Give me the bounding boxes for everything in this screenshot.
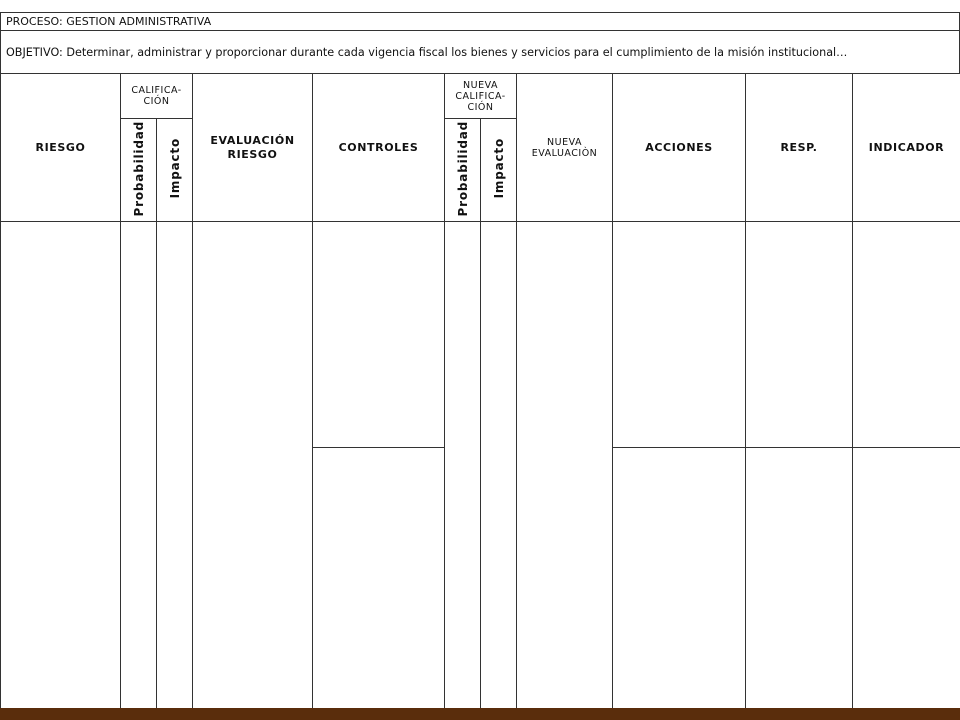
cell-evaluacion-riesgo[interactable] xyxy=(193,222,313,709)
col-header-responsable: RESP. xyxy=(746,74,853,222)
col-header-nueva-impacto xyxy=(481,119,517,222)
impacto-label: Impacto xyxy=(167,138,182,199)
cell-responsable-1[interactable] xyxy=(746,222,853,448)
col-header-riesgo: RIESGO xyxy=(1,74,121,222)
col-header-evaluacion-riesgo: EVALUACIÓN RIESGO xyxy=(193,74,313,222)
cell-acciones-1[interactable] xyxy=(613,222,746,448)
risk-matrix-table xyxy=(0,73,960,709)
col-header-nueva-evaluacion: NUEVA EVALUACIÒN xyxy=(517,74,613,222)
cell-responsable-2[interactable] xyxy=(746,448,853,709)
cell-impacto[interactable] xyxy=(157,222,193,709)
col-header-controles: CONTROLES xyxy=(313,74,445,222)
nueva-impacto-label: Impacto xyxy=(491,138,506,199)
objective-text: OBJETIVO: Determinar, administrar y proporcionar durante cada vigencia fiscal los bienes y servicios para el cumplimiento de la misión institucional… xyxy=(0,30,960,74)
probabilidad-label: Probabilidad xyxy=(131,120,146,217)
cell-controles-2[interactable] xyxy=(313,448,445,709)
cell-nueva-impacto[interactable] xyxy=(481,222,517,709)
col-header-probabilidad xyxy=(121,119,157,222)
footer-band xyxy=(0,708,960,720)
col-header-nueva-calificacion: NUEVA CALIFICA- CIÓN xyxy=(445,74,517,119)
col-header-calificacion: CALIFICA- CIÓN xyxy=(121,74,193,119)
cell-indicador-2[interactable] xyxy=(853,448,960,709)
cell-probabilidad[interactable] xyxy=(121,222,157,709)
cell-nueva-probabilidad[interactable] xyxy=(445,222,481,709)
col-header-acciones: ACCIONES xyxy=(613,74,746,222)
cell-controles-1[interactable] xyxy=(313,222,445,448)
col-header-impacto xyxy=(157,119,193,222)
process-title: PROCESO: GESTION ADMINISTRATIVA xyxy=(0,12,960,31)
cell-acciones-2[interactable] xyxy=(613,448,746,709)
cell-riesgo[interactable] xyxy=(1,222,121,709)
nueva-probabilidad-label: Probabilidad xyxy=(455,120,470,217)
cell-nueva-evaluacion[interactable] xyxy=(517,222,613,709)
col-header-indicador: INDICADOR xyxy=(853,74,960,222)
cell-indicador-1[interactable] xyxy=(853,222,960,448)
col-header-nueva-probabilidad xyxy=(445,119,481,222)
